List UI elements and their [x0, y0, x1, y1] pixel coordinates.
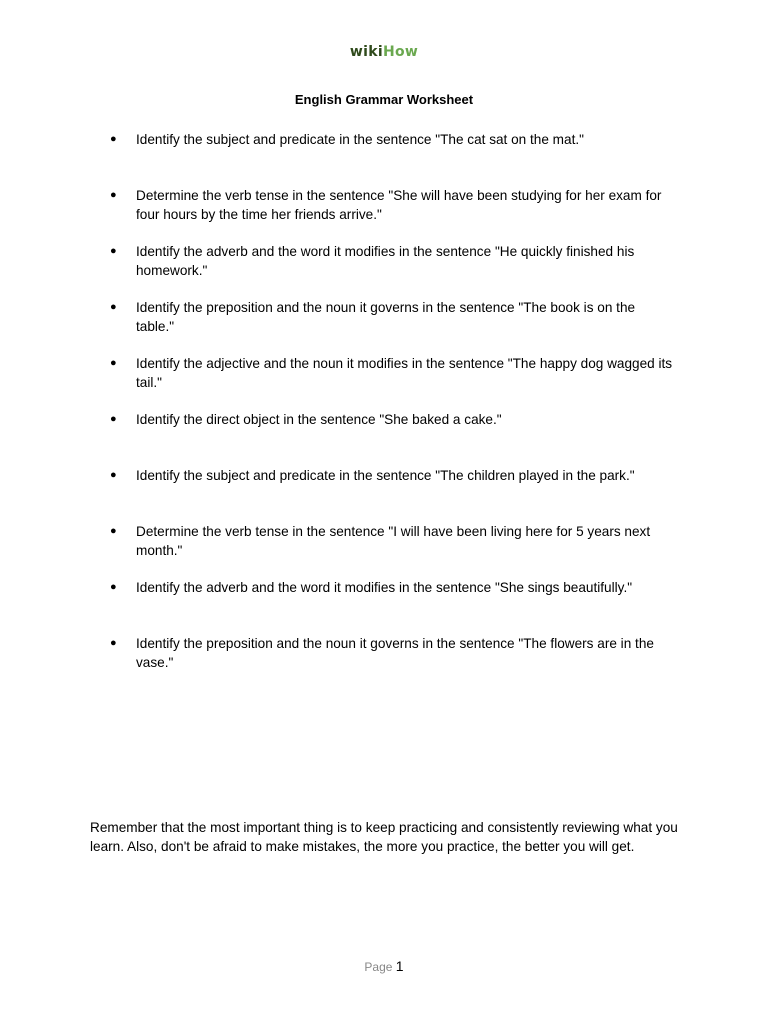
- list-item: [110, 522, 675, 560]
- bullet-icon: ●: [110, 357, 117, 369]
- list-item: [110, 242, 675, 280]
- page-footer: [0, 958, 768, 974]
- list-item-text: Determine the verb tense in the sentence "She will have been studying for her exam for four hours by the time her friends arrive.": [136, 188, 662, 222]
- list-item-text: Identify the preposition and the noun it governs in the sentence "The book is on the table.": [136, 300, 636, 334]
- page-number: 1: [395, 958, 404, 974]
- bullet-icon: ●: [110, 133, 117, 145]
- list-item: [110, 130, 675, 149]
- list-item-text: Determine the verb tense in the sentence "I will have been living here for 5 years next month.": [136, 524, 651, 558]
- list-item-text: Identify the direct object in the sentence "She baked a cake.": [136, 412, 502, 427]
- bullet-icon: ●: [110, 581, 117, 593]
- bullet-icon: ●: [110, 413, 117, 425]
- list-item-text: Identify the subject and predicate in the sentence "The cat sat on the mat.": [136, 132, 584, 147]
- list-item: [110, 186, 675, 224]
- bullet-icon: ●: [110, 301, 117, 313]
- logo-wiki-text: wiki: [349, 44, 383, 60]
- bullet-icon: ●: [110, 637, 117, 649]
- page-label: Page: [364, 960, 393, 974]
- bullet-icon: ●: [110, 189, 117, 201]
- list-item: [110, 410, 675, 429]
- bullet-icon: ●: [110, 245, 117, 257]
- bullet-icon: ●: [110, 525, 117, 537]
- list-item: [110, 354, 675, 392]
- list-item: [110, 298, 675, 336]
- list-item-text: Identify the subject and predicate in the sentence "The children played in the park.": [136, 468, 635, 483]
- worksheet-title: English Grammar Worksheet: [294, 92, 474, 107]
- list-item-text: Identify the adverb and the word it modifies in the sentence "He quickly finished his homework.": [136, 244, 635, 278]
- list-item-text: Identify the preposition and the noun it governs in the sentence "The flowers are in the vase.": [136, 636, 654, 670]
- list-item-text: Identify the adjective and the noun it modifies in the sentence "The happy dog wagged its tail.": [136, 356, 673, 390]
- wikihow-logo: [0, 44, 768, 60]
- list-item: [110, 466, 675, 485]
- list-item-text: Identify the adverb and the word it modifies in the sentence "She sings beautifully.": [136, 580, 633, 595]
- worksheet-list: [110, 130, 675, 690]
- list-item: [110, 578, 675, 597]
- logo-how-text: How: [382, 44, 419, 60]
- bullet-icon: ●: [110, 469, 117, 481]
- closing-paragraph: Remember that the most important thing is to keep practicing and consistently reviewing what you learn. Also, don't be afraid to make mistakes, the more you practice, the better you will get.: [90, 819, 678, 854]
- list-item: [110, 634, 675, 672]
